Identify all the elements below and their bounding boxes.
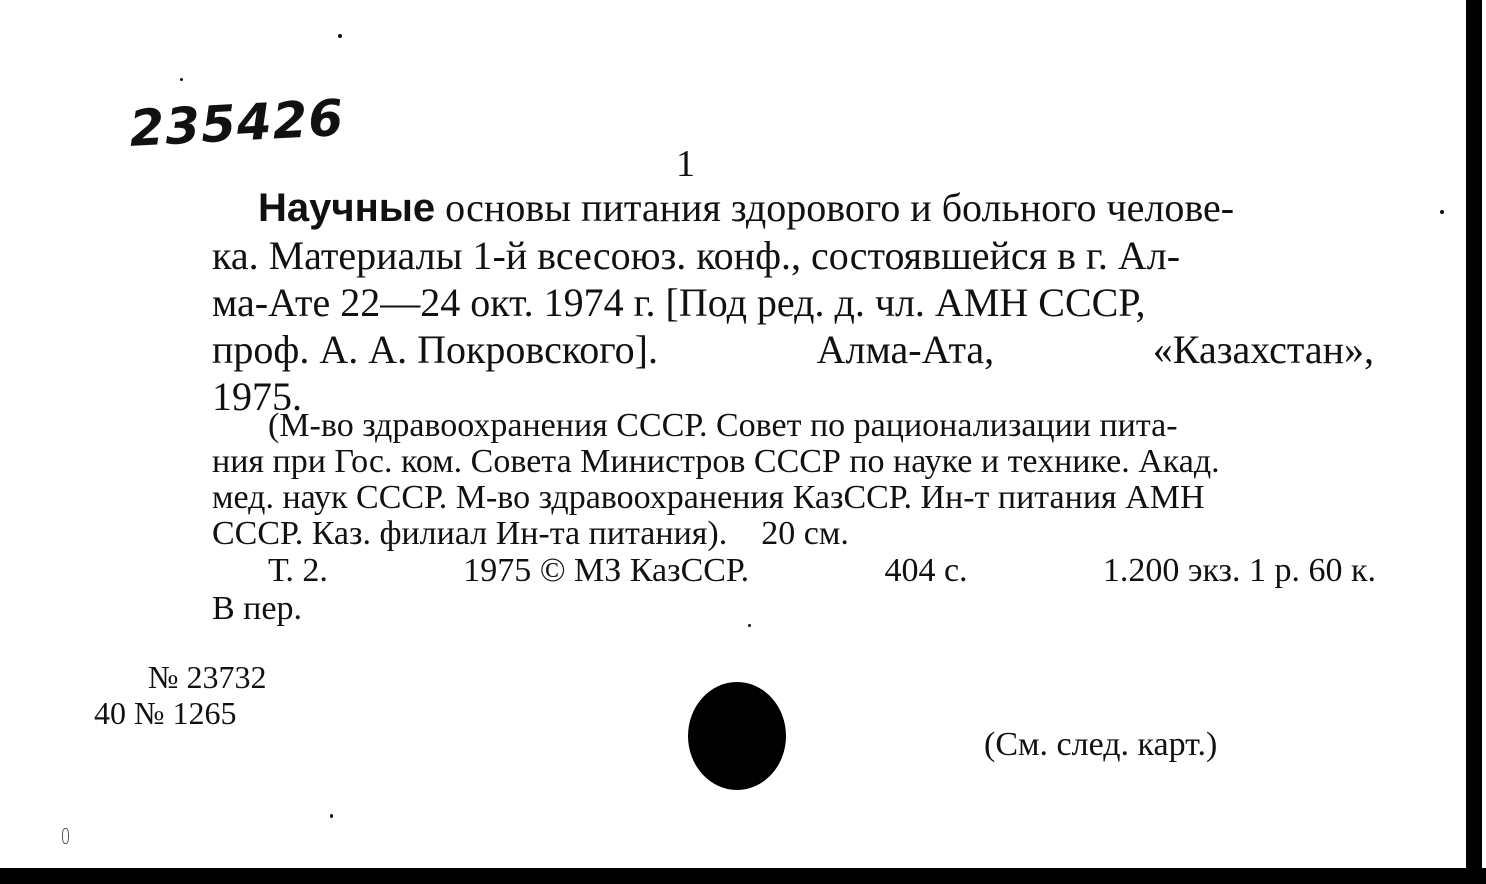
ink-speck bbox=[748, 624, 751, 627]
punch-hole bbox=[688, 682, 786, 790]
entry-line-3: ма-Ате 22—24 окт. 1974 г. [Под ред. д. чл. АМН СССР, bbox=[212, 280, 1146, 325]
accession-number: № 23732 bbox=[148, 659, 267, 695]
note-line-1: (М-во здравоохранения СССР. Совет по рационализации пита- bbox=[268, 407, 1178, 444]
imprint-volume: Т. 2. bbox=[268, 552, 328, 589]
continued-note: (См. след. карт.) bbox=[984, 726, 1218, 763]
ink-speck bbox=[338, 34, 342, 38]
entry-line-4-right: «Казахстан», bbox=[1152, 327, 1374, 372]
binding-note: В пер. bbox=[212, 590, 302, 627]
main-entry bbox=[212, 184, 1374, 420]
entry-line-4 bbox=[212, 326, 1374, 373]
volume-number: 1 bbox=[676, 143, 695, 185]
imprint-line bbox=[268, 552, 1376, 590]
entry-line-2: ка. Материалы 1-й всесоюз. конф., состоявшейся в г. Ал- bbox=[212, 233, 1181, 278]
imprint-copyright: 1975 © МЗ КазССР. bbox=[463, 552, 750, 589]
note-line-4: СССР. Каз. филиал Ин-та питания). 20 см. bbox=[212, 515, 849, 552]
ink-speck bbox=[1440, 210, 1444, 214]
entry-heading: Научные bbox=[258, 186, 436, 230]
publisher-note bbox=[212, 408, 1376, 552]
imprint-pages: 404 с. bbox=[884, 552, 968, 589]
entry-line-1-rest: основы питания здорового и больного челове- bbox=[435, 185, 1235, 230]
ink-speck bbox=[330, 814, 333, 818]
handwritten-number: 235426 bbox=[128, 88, 346, 158]
catalog-number: 40 № 1265 bbox=[94, 695, 237, 731]
card-right-edge bbox=[1466, 0, 1482, 884]
ink-speck bbox=[180, 78, 183, 81]
note-line-3: мед. наук СССР. М-во здравоохранения КазССР. Ин-т питания АМН bbox=[212, 479, 1205, 516]
entry-line-4-middle: Алма-Ата, bbox=[816, 327, 995, 372]
imprint-copies-price: 1.200 экз. 1 р. 60 к. bbox=[1102, 552, 1376, 589]
card-bottom-edge bbox=[0, 868, 1486, 884]
entry-line-4-left: проф. А. А. Покровского]. bbox=[212, 327, 658, 372]
ink-speck bbox=[62, 828, 69, 844]
note-line-2: ния при Гос. ком. Совета Министров СССР по науке и технике. Акад. bbox=[212, 443, 1220, 480]
entry-line-5: 1975. bbox=[212, 374, 302, 419]
entry-line-1 bbox=[212, 184, 1374, 232]
